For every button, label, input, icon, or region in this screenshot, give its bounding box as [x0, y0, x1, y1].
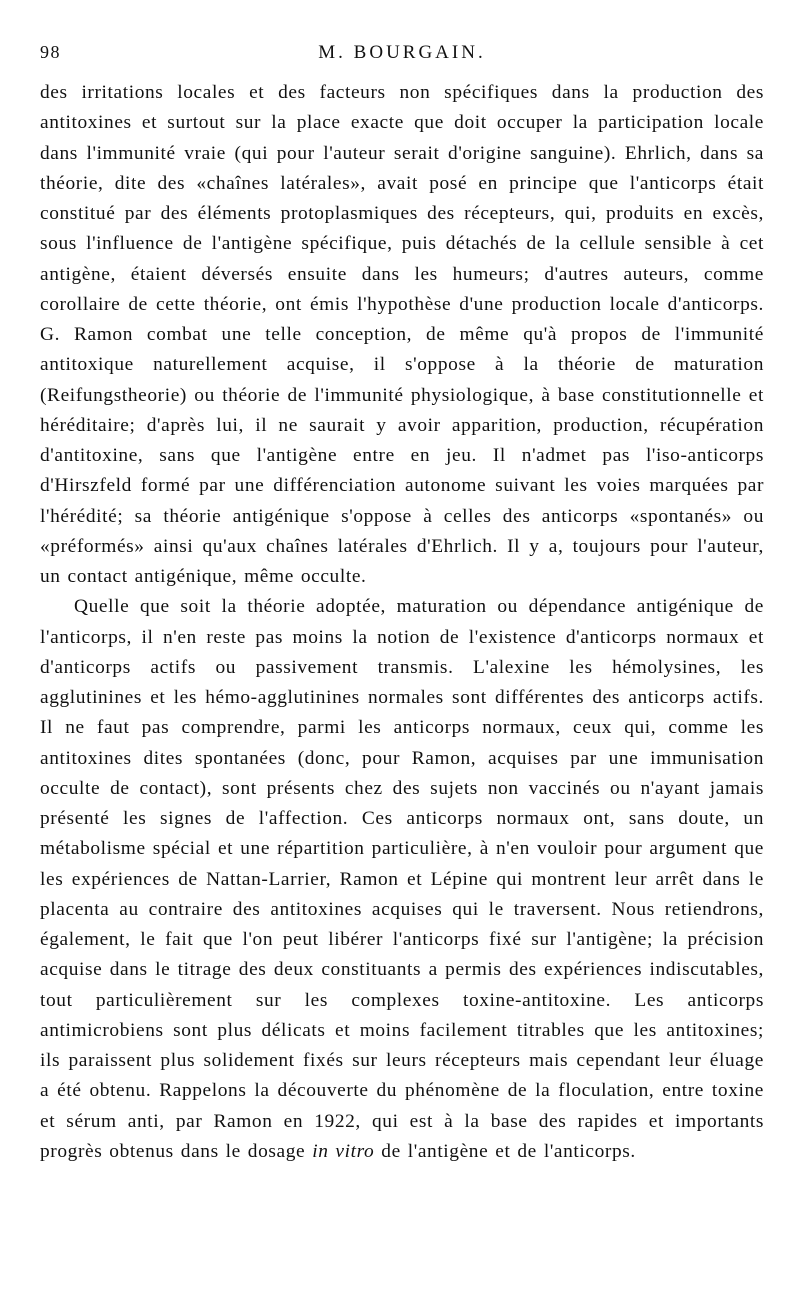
italic-term: in vitro [312, 1140, 375, 1162]
page-number: 98 [40, 42, 61, 62]
paragraph-2-text: Quelle que soit la théorie adoptée, maturation ou dépendance antigénique de l'anticorps, il n'en reste pas moins la notion de l'existence d'anticorps normaux et d'anticorps actifs ou passivement transmis. L'alexine les hémolysines, les agglutinines et les hémo-agglutinines normales sont différentes des anticorps actifs. Il ne faut pas comprendre, parmi les anticorps normaux, ceux qui, comme les antitoxines dites spontanées (donc, pour Ramon, acquises par une immunisation occulte de contact), sont présents chez des sujets non vaccinés ou n'ayant jamais présenté les signes de l'affection. Ces anticorps normaux ont, sans doute, un métabolisme spécial et une répartition particulière, à n'en vouloir pour argument que les expériences de Nattan-Larrier, Ramon et Lépine qui montrent leur arrêt dans le placenta au contraire des antitoxines acquises qui le traversent. Nous retiendrons, également, le fait que l'on peut libérer l'anticorps fixé sur l'antigène; la précision acquise dans le titrage des deux constituants a permis des expériences indiscutables, tout particulièrement sur les complexes toxine-antitoxine. Les anticorps antimicrobiens sont plus délicats et moins facilement titrables que les antitoxines; ils paraissent plus solidement fixés sur leurs récepteurs mais cependant leur éluage a été obtenu. Rappelons la découverte du phénomène de la floculation, entre toxine et sérum anti, par Ramon en 1922, qui est à la base des rapides et importants progrès obtenus dans le dosage [40, 596, 764, 1162]
paragraph-2 [40, 592, 764, 1167]
book-page [40, 34, 764, 1167]
body-text [40, 78, 764, 1167]
paragraph-2-ending: de l'antigène et de l'anticorps. [374, 1140, 636, 1162]
paragraph-1: des irritations locales et des facteurs non spécifiques dans la production des antitoxines et surtout sur la place exacte que doit occuper la participation locale dans l'immunité vraie (qui pour l'auteur serait d'origine sanguine). Ehrlich, dans sa théorie, dite des «chaînes latérales», avait posé en principe que l'anticorps était constitué par des éléments protoplasmiques des récepteurs, qui, produits en excès, sous l'influence de l'antigène spécifique, puis détachés de la cellule sensible à cet antigène, étaient déversés ensuite dans les humeurs; d'autres auteurs, comme corollaire de cette théorie, ont émis l'hypothèse d'une production locale d'anticorps. G. Ramon combat une telle conception, de même qu'à propos de l'immunité antitoxique naturellement acquise, il s'oppose à la théorie de maturation (Reifungstheorie) ou théorie de l'immunité physiologique, à base constitutionnelle et héréditaire; d'après lui, il ne saurait y avoir apparition, production, récupération d'antitoxine, sans que l'antigène entre en jeu. Il n'admet pas l'iso-anticorps d'Hirszfeld formé par une différenciation autonome suivant les voies marquées par l'hérédité; sa théorie antigénique s'oppose à celles des anticorps «spontanés» ou «préformés» ainsi qu'aux chaînes latérales d'Ehrlich. Il y a, toujours pour l'auteur, un contact antigénique, même occulte. [40, 82, 764, 587]
running-head: M. BOURGAIN. [318, 42, 486, 63]
page-header [40, 34, 764, 64]
